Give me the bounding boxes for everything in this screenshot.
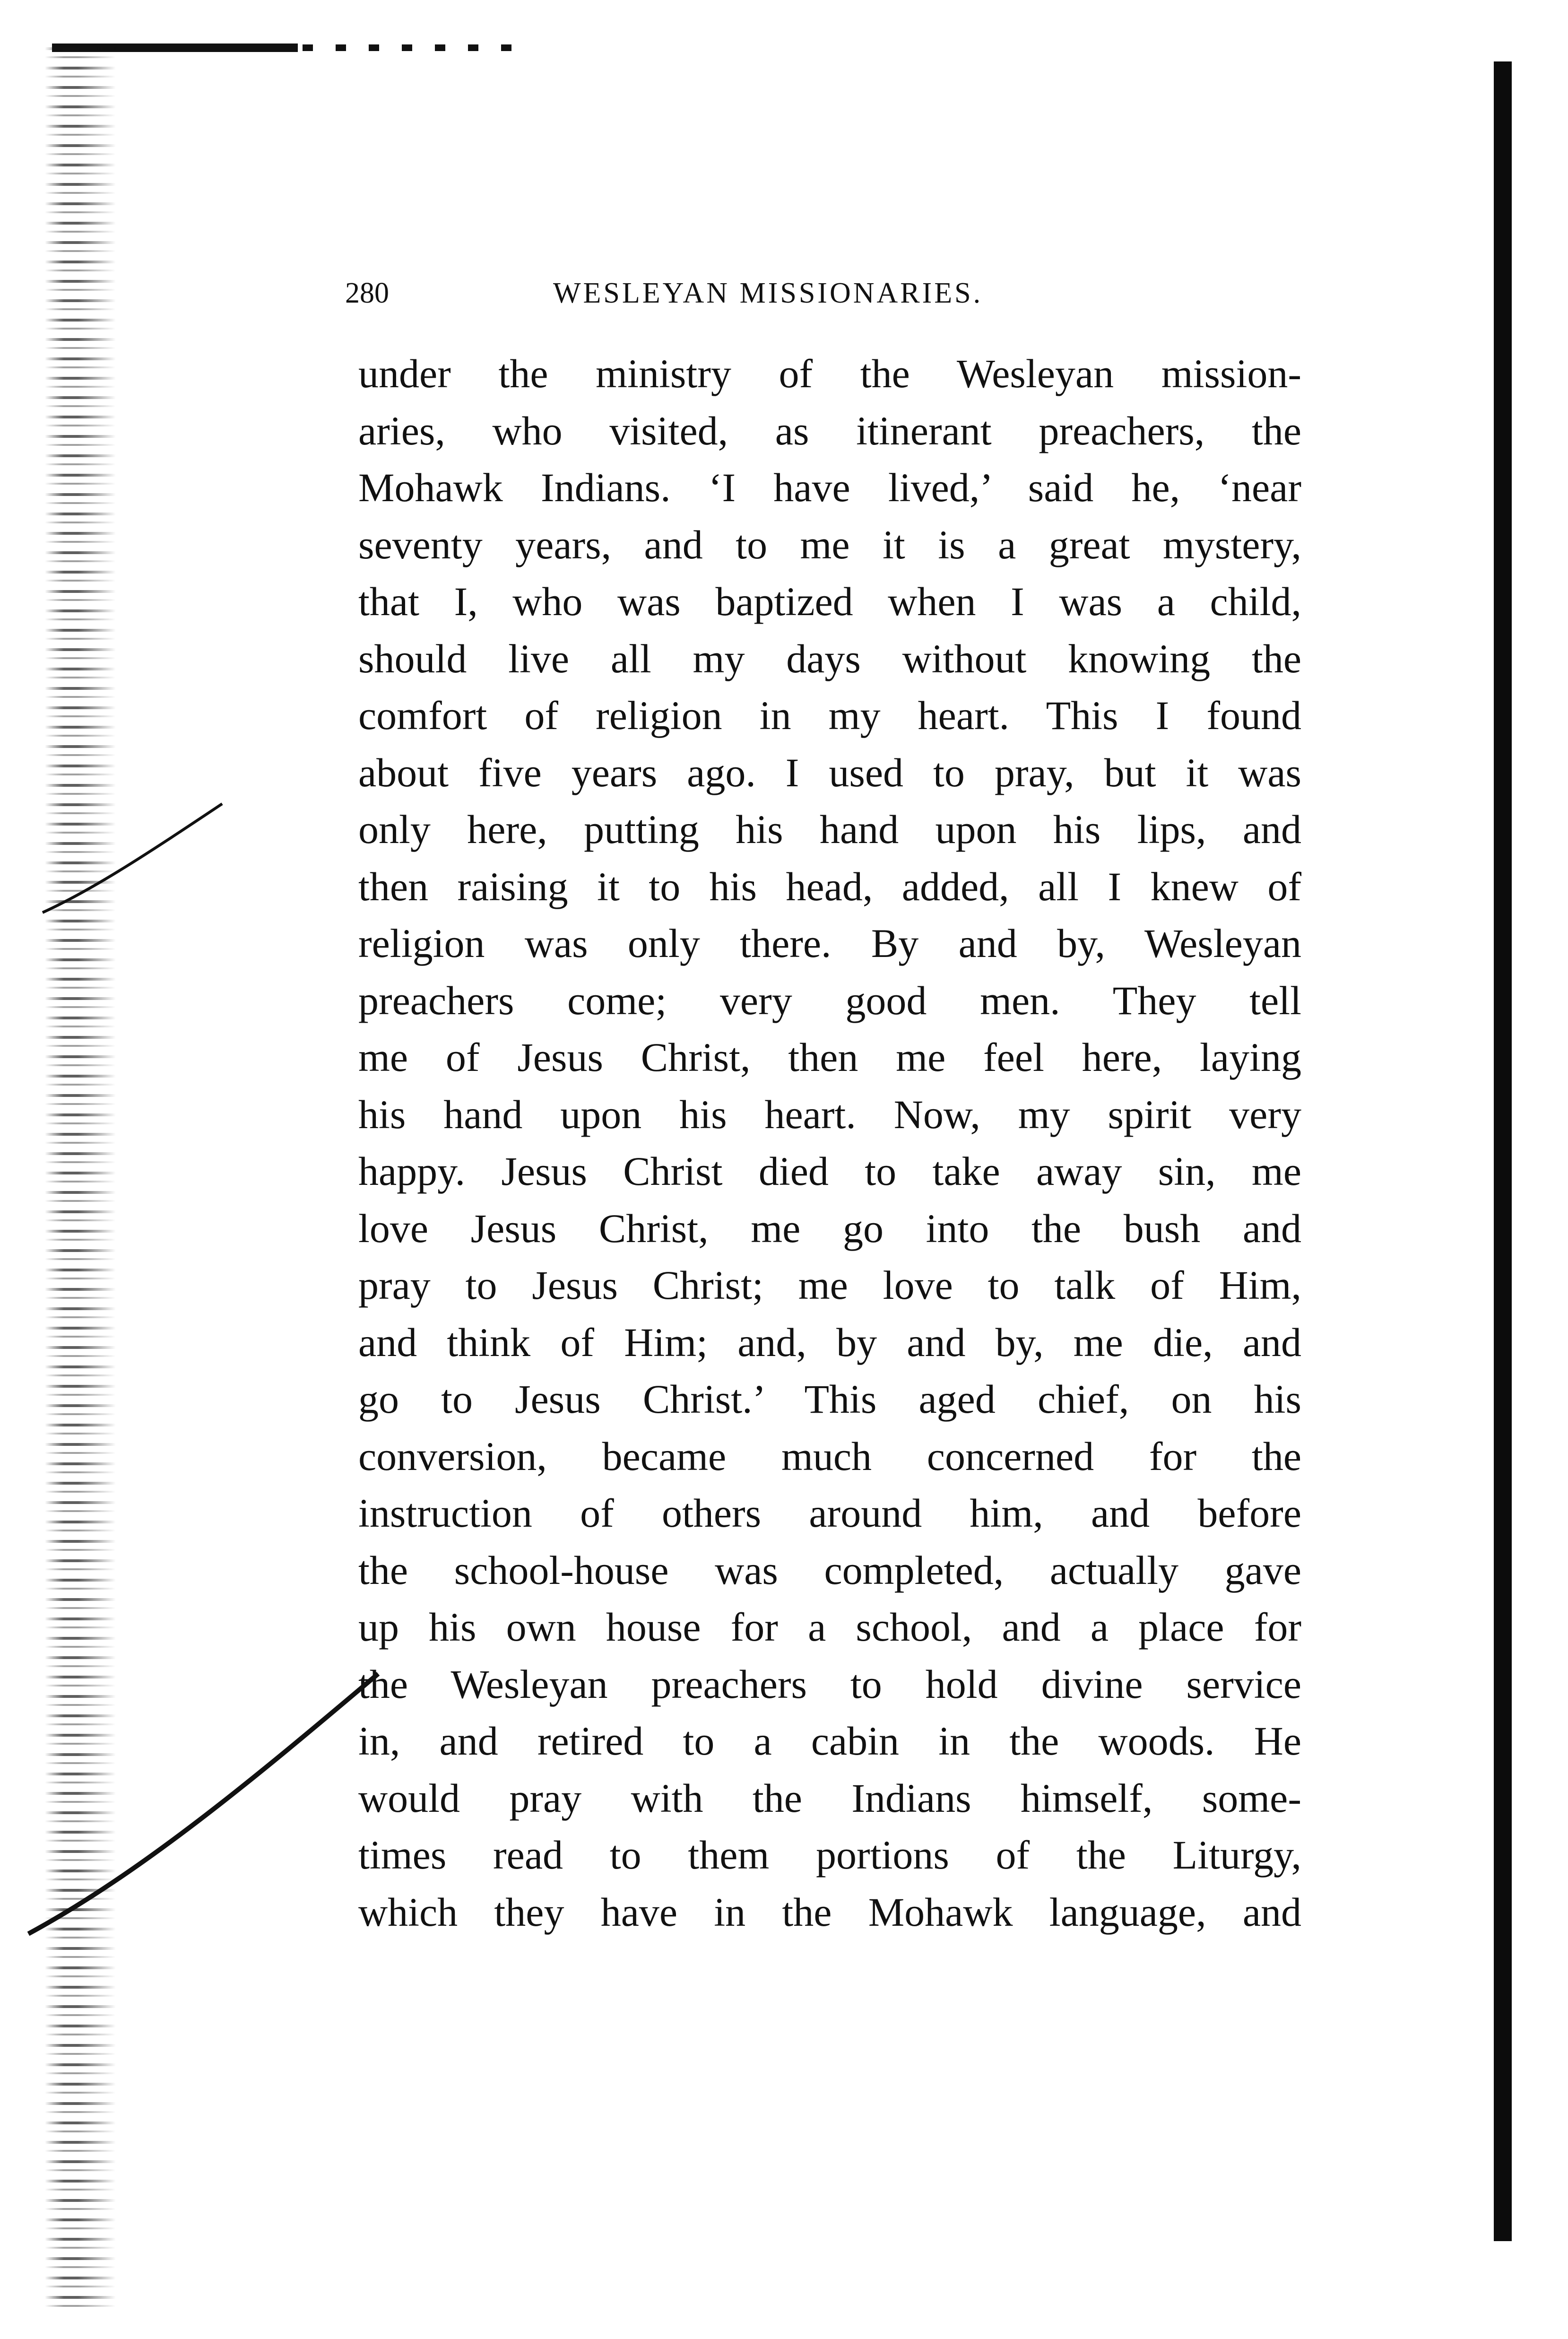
text-line: instruction of others around him, and before <box>358 1490 1301 1536</box>
body-text <box>358 345 1301 1940</box>
text-line: then raising it to his head, added, all I knew of <box>358 863 1301 909</box>
text-line: and think of Him; and, by and by, me die, and <box>358 1319 1301 1365</box>
scan-top-dashes <box>303 44 515 51</box>
text-line: go to Jesus Christ.’ This aged chief, on his <box>358 1376 1301 1422</box>
text-line: about five years ago. I used to pray, but it was <box>358 749 1301 795</box>
scan-right-edge-bar <box>1494 61 1512 2241</box>
text-line: Mohawk Indians. ‘I have lived,’ said he, ‘near <box>358 465 1301 510</box>
text-line: comfort of religion in my heart. This I found <box>358 693 1301 738</box>
running-head <box>345 272 1097 314</box>
text-line: me of Jesus Christ, then me feel here, laying <box>358 1035 1301 1080</box>
text-line: that I, who was baptized when I was a child, <box>358 579 1301 624</box>
text-line: which they have in the Mohawk language, and <box>358 1889 1301 1935</box>
text-line: love Jesus Christ, me go into the bush and <box>358 1205 1301 1251</box>
text-line: the Wesleyan preachers to hold divine service <box>358 1661 1301 1707</box>
text-line: times read to them portions of the Liturgy, <box>358 1832 1301 1878</box>
text-line: happy. Jesus Christ died to take away sin, me <box>358 1148 1301 1194</box>
running-title: WESLEYAN MISSIONARIES. <box>553 277 983 309</box>
text-line: aries, who visited, as itinerant preachers, the <box>358 408 1301 453</box>
text-line: under the ministry of the Wesleyan mission- <box>358 351 1301 396</box>
text-line: only here, putting his hand upon his lips, and <box>358 807 1301 852</box>
text-line: should live all my days without knowing the <box>358 635 1301 681</box>
page-number: 280 <box>345 277 389 309</box>
text-line: up his own house for a school, and a place for <box>358 1604 1301 1650</box>
text-line: pray to Jesus Christ; me love to talk of Him, <box>358 1262 1301 1308</box>
text-line: conversion, became much concerned for the <box>358 1433 1301 1479</box>
text-line: seventy years, and to me it is a great mystery, <box>358 522 1301 567</box>
text-line: religion was only there. By and by, Wesleyan <box>358 921 1301 966</box>
scan-left-edge-noise <box>45 47 116 2307</box>
text-line: preachers come; very good men. They tell <box>358 977 1301 1023</box>
text-line: would pray with the Indians himself, some- <box>358 1775 1301 1821</box>
text-line: in, and retired to a cabin in the woods. He <box>358 1718 1301 1764</box>
text-line: the school-house was completed, actually gave <box>358 1547 1301 1593</box>
text-line: his hand upon his heart. Now, my spirit very <box>358 1091 1301 1137</box>
